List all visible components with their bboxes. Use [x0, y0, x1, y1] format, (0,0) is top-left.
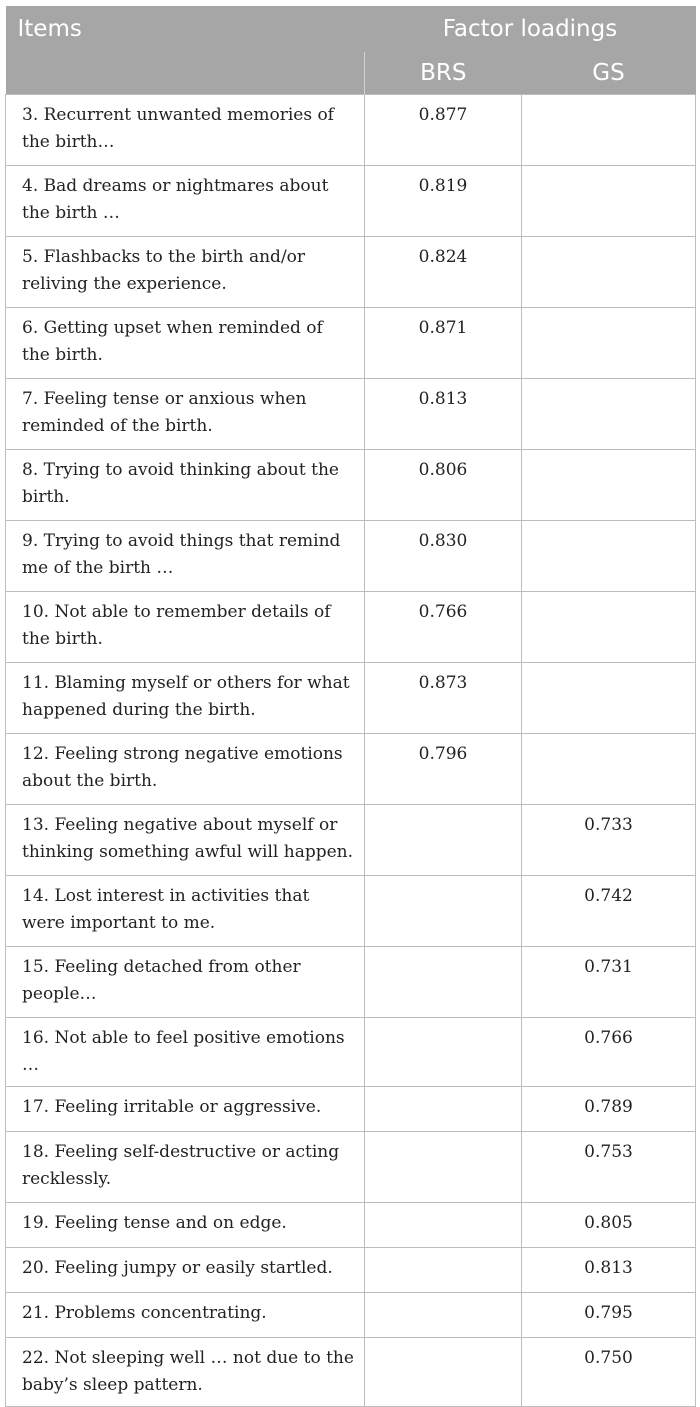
factor-loadings-header: Factor loadings [365, 6, 696, 52]
gs-cell [522, 663, 696, 734]
table-row [6, 379, 696, 450]
brs-cell [365, 876, 522, 947]
gs-cell [522, 592, 696, 663]
item-cell: 8. Trying to avoid thinking about the birth. [6, 450, 365, 521]
table-row [6, 1293, 696, 1338]
item-cell: 6. Getting upset when reminded of the birth. [6, 308, 365, 379]
table-row [6, 308, 696, 379]
table-row [6, 805, 696, 876]
item-cell: 22. Not sleeping well … not due to the baby’s sleep pattern. [6, 1338, 365, 1407]
factor-loadings-table [5, 6, 696, 1407]
gs-cell: 0.795 [522, 1293, 696, 1338]
brs-cell: 0.830 [365, 521, 522, 592]
item-cell: 14. Lost interest in activities that were important to me. [6, 876, 365, 947]
item-cell: 18. Feeling self-destructive or acting recklessly. [6, 1132, 365, 1203]
table-row [6, 166, 696, 237]
gs-cell: 0.731 [522, 947, 696, 1018]
table-row [6, 450, 696, 521]
item-cell: 21. Problems concentrating. [6, 1293, 365, 1338]
table-row [6, 521, 696, 592]
gs-cell: 0.742 [522, 876, 696, 947]
brs-cell: 0.873 [365, 663, 522, 734]
items-header: Items [6, 6, 365, 95]
brs-cell [365, 1132, 522, 1203]
table-row [6, 1018, 696, 1087]
gs-cell: 0.805 [522, 1203, 696, 1248]
gs-cell [522, 237, 696, 308]
table-row [6, 1248, 696, 1293]
item-cell: 12. Feeling strong negative emotions about the birth. [6, 734, 365, 805]
gs-cell [522, 95, 696, 166]
gs-cell: 0.750 [522, 1338, 696, 1407]
brs-cell: 0.796 [365, 734, 522, 805]
table-row [6, 947, 696, 1018]
table-row [6, 1338, 696, 1407]
brs-cell [365, 1293, 522, 1338]
item-cell: 13. Feeling negative about myself or thinking something awful will happen. [6, 805, 365, 876]
item-cell: 9. Trying to avoid things that remind me of the birth … [6, 521, 365, 592]
item-cell: 15. Feeling detached from other people… [6, 947, 365, 1018]
table-row [6, 95, 696, 166]
brs-cell [365, 947, 522, 1018]
brs-cell: 0.871 [365, 308, 522, 379]
brs-cell [365, 1203, 522, 1248]
gs-cell: 0.753 [522, 1132, 696, 1203]
item-cell: 16. Not able to feel positive emotions … [6, 1018, 365, 1087]
brs-cell: 0.806 [365, 450, 522, 521]
gs-cell [522, 166, 696, 237]
gs-cell: 0.733 [522, 805, 696, 876]
table-row [6, 1087, 696, 1132]
item-cell: 4. Bad dreams or nightmares about the birth … [6, 166, 365, 237]
item-cell: 19. Feeling tense and on edge. [6, 1203, 365, 1248]
table-row [6, 663, 696, 734]
brs-cell [365, 1248, 522, 1293]
brs-cell: 0.819 [365, 166, 522, 237]
gs-cell: 0.789 [522, 1087, 696, 1132]
item-cell: 20. Feeling jumpy or easily startled. [6, 1248, 365, 1293]
gs-cell [522, 308, 696, 379]
gs-cell: 0.766 [522, 1018, 696, 1087]
brs-cell: 0.766 [365, 592, 522, 663]
gs-cell [522, 450, 696, 521]
brs-cell: 0.813 [365, 379, 522, 450]
item-cell: 17. Feeling irritable or aggressive. [6, 1087, 365, 1132]
table-row [6, 1203, 696, 1248]
brs-cell: 0.824 [365, 237, 522, 308]
gs-cell [522, 521, 696, 592]
item-cell: 11. Blaming myself or others for what happened during the birth. [6, 663, 365, 734]
table-row [6, 876, 696, 947]
brs-cell [365, 1338, 522, 1407]
table-row [6, 592, 696, 663]
table-body [6, 95, 696, 1407]
brs-cell: 0.877 [365, 95, 522, 166]
item-cell: 3. Recurrent unwanted memories of the birth… [6, 95, 365, 166]
brs-header: BRS [365, 52, 522, 95]
gs-cell [522, 734, 696, 805]
item-cell: 10. Not able to remember details of the birth. [6, 592, 365, 663]
brs-cell [365, 805, 522, 876]
item-cell: 7. Feeling tense or anxious when reminded of the birth. [6, 379, 365, 450]
gs-header: GS [522, 52, 696, 95]
gs-cell: 0.813 [522, 1248, 696, 1293]
brs-cell [365, 1018, 522, 1087]
table-row [6, 734, 696, 805]
brs-cell [365, 1087, 522, 1132]
table-row [6, 237, 696, 308]
item-cell: 5. Flashbacks to the birth and/or reliving the experience. [6, 237, 365, 308]
gs-cell [522, 379, 696, 450]
table-row [6, 1132, 696, 1203]
